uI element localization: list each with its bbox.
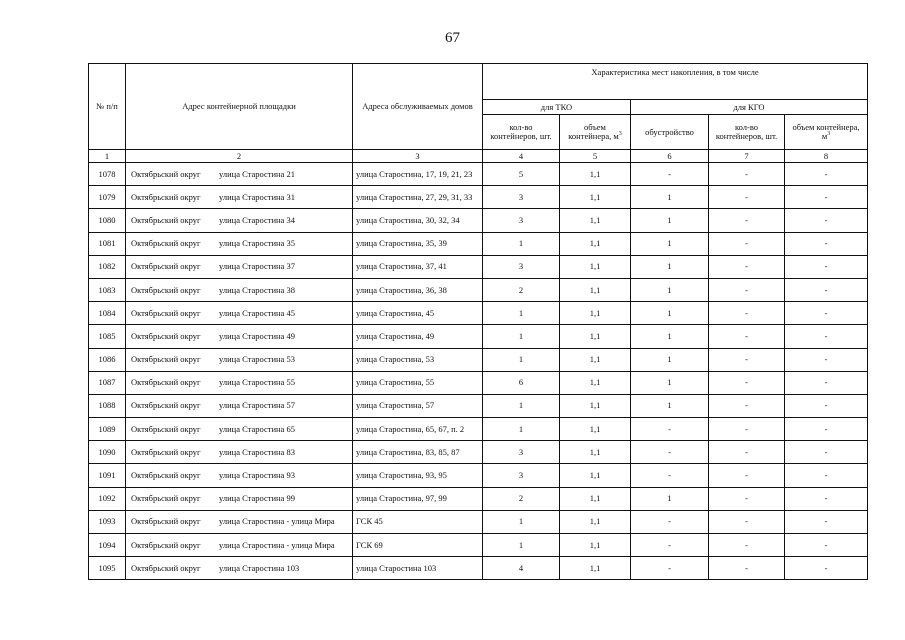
table-row <box>89 186 868 209</box>
kgo-volume: - <box>785 348 868 371</box>
header-tko: для ТКО <box>483 100 631 115</box>
row-number: 1094 <box>89 534 126 557</box>
tko-count: 3 <box>483 464 560 487</box>
table-row <box>89 510 868 533</box>
tko-volume: 1,1 <box>560 255 631 278</box>
served-houses: улица Старостина, 55 <box>353 371 483 394</box>
tko-count: 2 <box>483 278 560 301</box>
kgo-volume: - <box>785 441 868 464</box>
tko-volume: 1,1 <box>560 557 631 580</box>
district: Октябрьский округ <box>131 446 201 457</box>
table-row <box>89 418 868 441</box>
header-kgo: для КГО <box>631 100 868 115</box>
row-number: 1085 <box>89 325 126 348</box>
site-address <box>126 441 353 464</box>
district: Октябрьский округ <box>131 423 201 434</box>
kgo-volume: - <box>785 534 868 557</box>
street: улица Старостина - улица Мира <box>219 539 335 550</box>
tko-count: 5 <box>483 163 560 186</box>
kgo-count: - <box>709 394 785 417</box>
column-number: 5 <box>560 150 631 163</box>
tko-volume: 1,1 <box>560 325 631 348</box>
column-number: 6 <box>631 150 709 163</box>
header-kgo-volume: объем контейнера, $м^3$ <box>785 115 868 150</box>
kgo-volume: - <box>785 371 868 394</box>
district: Октябрьский округ <box>131 330 201 341</box>
tko-volume: 1,1 <box>560 464 631 487</box>
tko-count: 1 <box>483 394 560 417</box>
street: улица Старостина 35 <box>219 238 295 249</box>
street: улица Старостина 55 <box>219 377 295 388</box>
site-address <box>126 325 353 348</box>
table-row <box>89 302 868 325</box>
kgo-volume: - <box>785 255 868 278</box>
kgo-count: - <box>709 325 785 348</box>
kgo-count: - <box>709 487 785 510</box>
table-row <box>89 232 868 255</box>
row-number: 1087 <box>89 371 126 394</box>
street: улица Старостина 37 <box>219 261 295 272</box>
served-houses: улица Старостина, 49 <box>353 325 483 348</box>
row-number: 1089 <box>89 418 126 441</box>
district: Октябрьский округ <box>131 261 201 272</box>
kgo-count: - <box>709 255 785 278</box>
site-address <box>126 510 353 533</box>
column-number: 2 <box>126 150 353 163</box>
kgo-volume: - <box>785 302 868 325</box>
kgo-arrangement: 1 <box>631 348 709 371</box>
column-number-row <box>89 150 868 163</box>
tko-volume: 1,1 <box>560 371 631 394</box>
served-houses: улица Старостина, 36, 38 <box>353 278 483 301</box>
table-row <box>89 348 868 371</box>
district: Октябрьский округ <box>131 493 201 504</box>
row-number: 1091 <box>89 464 126 487</box>
served-houses: улица Старостина, 30, 32, 34 <box>353 209 483 232</box>
table-row <box>89 441 868 464</box>
district: Октябрьский округ <box>131 562 201 573</box>
street: улица Старостина 53 <box>219 354 295 365</box>
street: улица Старостина 34 <box>219 214 295 225</box>
tko-volume: 1,1 <box>560 163 631 186</box>
table-row <box>89 371 868 394</box>
served-houses: ГСК 45 <box>353 510 483 533</box>
row-number: 1082 <box>89 255 126 278</box>
tko-volume: 1,1 <box>560 534 631 557</box>
kgo-count: - <box>709 232 785 255</box>
row-number: 1095 <box>89 557 126 580</box>
district: Октябрьский округ <box>131 238 201 249</box>
site-address <box>126 371 353 394</box>
tko-volume: 1,1 <box>560 232 631 255</box>
kgo-arrangement: 1 <box>631 232 709 255</box>
served-houses: улица Старостина, 17, 19, 21, 23 <box>353 163 483 186</box>
row-number: 1078 <box>89 163 126 186</box>
site-address <box>126 348 353 371</box>
kgo-arrangement: - <box>631 441 709 464</box>
kgo-arrangement: 1 <box>631 394 709 417</box>
header-address: Адрес контейнерной площадки <box>126 64 353 150</box>
district: Октябрьский округ <box>131 539 201 550</box>
kgo-volume: - <box>785 186 868 209</box>
tko-count: 1 <box>483 418 560 441</box>
district: Октябрьский округ <box>131 377 201 388</box>
served-houses: улица Старостина, 45 <box>353 302 483 325</box>
row-number: 1084 <box>89 302 126 325</box>
kgo-arrangement: 1 <box>631 371 709 394</box>
row-number: 1093 <box>89 510 126 533</box>
street: улица Старостина 83 <box>219 446 295 457</box>
tko-volume: 1,1 <box>560 209 631 232</box>
street: улица Старостина 45 <box>219 307 295 318</box>
tko-volume: 1,1 <box>560 186 631 209</box>
street: улица Старостина 38 <box>219 284 295 295</box>
row-number: 1092 <box>89 487 126 510</box>
tko-volume: 1,1 <box>560 278 631 301</box>
kgo-volume: - <box>785 163 868 186</box>
served-houses: улица Старостина, 37, 41 <box>353 255 483 278</box>
site-address <box>126 534 353 557</box>
kgo-count: - <box>709 186 785 209</box>
kgo-count: - <box>709 510 785 533</box>
site-address <box>126 278 353 301</box>
tko-volume: 1,1 <box>560 394 631 417</box>
site-address <box>126 418 353 441</box>
kgo-volume: - <box>785 232 868 255</box>
column-number: 8 <box>785 150 868 163</box>
tko-count: 1 <box>483 302 560 325</box>
street: улица Старостина 21 <box>219 168 295 179</box>
table-row <box>89 534 868 557</box>
kgo-volume: - <box>785 325 868 348</box>
tko-volume: 1,1 <box>560 487 631 510</box>
district: Октябрьский округ <box>131 284 201 295</box>
tko-count: 1 <box>483 348 560 371</box>
kgo-volume: - <box>785 557 868 580</box>
site-address <box>126 302 353 325</box>
district: Октябрьский округ <box>131 470 201 481</box>
district: Октябрьский округ <box>131 168 201 179</box>
kgo-count: - <box>709 348 785 371</box>
kgo-arrangement: 1 <box>631 255 709 278</box>
table-row <box>89 163 868 186</box>
tko-count: 3 <box>483 441 560 464</box>
kgo-volume: - <box>785 278 868 301</box>
table-row <box>89 464 868 487</box>
tko-count: 3 <box>483 209 560 232</box>
served-houses: улица Старостина 103 <box>353 557 483 580</box>
tko-count: 3 <box>483 255 560 278</box>
kgo-arrangement: 1 <box>631 278 709 301</box>
container-sites-table <box>88 63 868 580</box>
table-row <box>89 209 868 232</box>
kgo-arrangement: 1 <box>631 487 709 510</box>
kgo-arrangement: 1 <box>631 186 709 209</box>
served-houses: улица Старостина, 93, 95 <box>353 464 483 487</box>
street: улица Старостина 31 <box>219 191 295 202</box>
district: Октябрьский округ <box>131 191 201 202</box>
kgo-volume: - <box>785 209 868 232</box>
served-houses: ГСК 69 <box>353 534 483 557</box>
served-houses: улица Старостина, 65, 67, п. 2 <box>353 418 483 441</box>
street: улица Старостина 103 <box>219 562 300 573</box>
kgo-count: - <box>709 209 785 232</box>
page-number: 67 <box>445 30 460 46</box>
district: Октябрьский округ <box>131 400 201 411</box>
kgo-arrangement: - <box>631 534 709 557</box>
served-houses: улица Старостина, 97, 99 <box>353 487 483 510</box>
tko-volume: 1,1 <box>560 510 631 533</box>
tko-count: 2 <box>483 487 560 510</box>
served-houses: улица Старостина, 83, 85, 87 <box>353 441 483 464</box>
kgo-arrangement: 1 <box>631 209 709 232</box>
site-address <box>126 487 353 510</box>
table-row <box>89 278 868 301</box>
kgo-count: - <box>709 371 785 394</box>
site-address <box>126 163 353 186</box>
kgo-count: - <box>709 534 785 557</box>
street: улица Старостина 49 <box>219 330 295 341</box>
kgo-count: - <box>709 418 785 441</box>
tko-count: 4 <box>483 557 560 580</box>
tko-count: 6 <box>483 371 560 394</box>
site-address <box>126 232 353 255</box>
row-number: 1088 <box>89 394 126 417</box>
street: улица Старостина 99 <box>219 493 295 504</box>
site-address <box>126 557 353 580</box>
tko-count: 1 <box>483 325 560 348</box>
site-address <box>126 186 353 209</box>
kgo-arrangement: - <box>631 464 709 487</box>
header-tko-count: кол-во контейнеров, шт. <box>483 115 560 150</box>
table-row <box>89 487 868 510</box>
kgo-count: - <box>709 464 785 487</box>
site-address <box>126 464 353 487</box>
row-number: 1080 <box>89 209 126 232</box>
site-address <box>126 394 353 417</box>
kgo-count: - <box>709 163 785 186</box>
header-houses: Адреса обслуживаемых домов <box>353 64 483 150</box>
tko-volume: 1,1 <box>560 348 631 371</box>
column-number: 7 <box>709 150 785 163</box>
column-number: 3 <box>353 150 483 163</box>
street: улица Старостина 57 <box>219 400 295 411</box>
site-address <box>126 209 353 232</box>
kgo-arrangement: - <box>631 418 709 441</box>
district: Октябрьский округ <box>131 214 201 225</box>
served-houses: улица Старостина, 35, 39 <box>353 232 483 255</box>
district: Октябрьский округ <box>131 516 201 527</box>
tko-count: 1 <box>483 232 560 255</box>
tko-volume: 1,1 <box>560 302 631 325</box>
served-houses: улица Старостина, 27, 29, 31, 33 <box>353 186 483 209</box>
header-tko-volume: объем контейнера, $м^3$ <box>560 115 631 150</box>
row-number: 1081 <box>89 232 126 255</box>
table-row <box>89 255 868 278</box>
kgo-volume: - <box>785 487 868 510</box>
kgo-arrangement: - <box>631 163 709 186</box>
row-number: 1090 <box>89 441 126 464</box>
kgo-arrangement: 1 <box>631 325 709 348</box>
kgo-arrangement: - <box>631 510 709 533</box>
column-number: 4 <box>483 150 560 163</box>
kgo-count: - <box>709 278 785 301</box>
kgo-volume: - <box>785 510 868 533</box>
table-row <box>89 394 868 417</box>
district: Октябрьский округ <box>131 307 201 318</box>
header-num: № п/п <box>89 64 126 150</box>
row-number: 1083 <box>89 278 126 301</box>
tko-volume: 1,1 <box>560 418 631 441</box>
column-number: 1 <box>89 150 126 163</box>
kgo-count: - <box>709 302 785 325</box>
row-number: 1086 <box>89 348 126 371</box>
kgo-volume: - <box>785 394 868 417</box>
served-houses: улица Старостина, 53 <box>353 348 483 371</box>
table-row <box>89 325 868 348</box>
street: улица Старостина - улица Мира <box>219 516 335 527</box>
tko-count: 1 <box>483 510 560 533</box>
kgo-count: - <box>709 441 785 464</box>
table-row <box>89 557 868 580</box>
header-kgo-count: кол-во контейнеров, шт. <box>709 115 785 150</box>
kgo-arrangement: - <box>631 557 709 580</box>
site-address <box>126 255 353 278</box>
district: Октябрьский округ <box>131 354 201 365</box>
street: улица Старостина 93 <box>219 470 295 481</box>
kgo-volume: - <box>785 464 868 487</box>
row-number: 1079 <box>89 186 126 209</box>
kgo-volume: - <box>785 418 868 441</box>
tko-count: 3 <box>483 186 560 209</box>
kgo-count: - <box>709 557 785 580</box>
header-characteristics: Характеристика мест накопления, в том числе <box>483 64 868 100</box>
street: улица Старостина 65 <box>219 423 295 434</box>
served-houses: улица Старостина, 57 <box>353 394 483 417</box>
header-kgo-arrangement: обустройство <box>631 115 709 150</box>
tko-count: 1 <box>483 534 560 557</box>
kgo-arrangement: 1 <box>631 302 709 325</box>
tko-volume: 1,1 <box>560 441 631 464</box>
